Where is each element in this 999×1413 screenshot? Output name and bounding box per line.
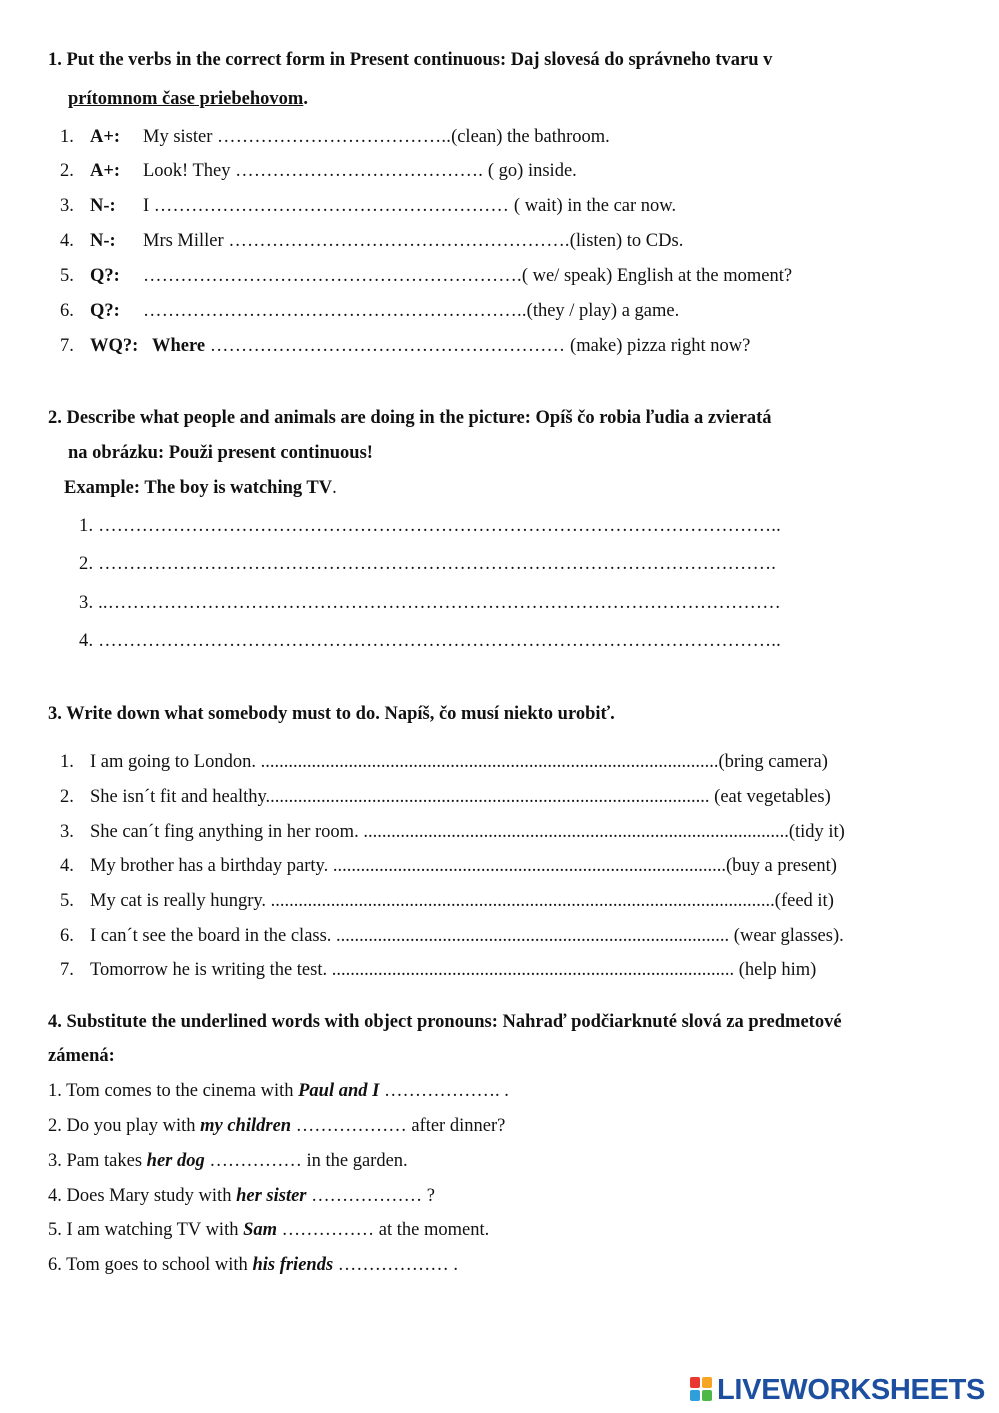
underlined-words: Sam [243,1220,278,1240]
item-number: 4. [60,231,74,251]
section1-heading: 1. Put the verbs in the correct form in Present continuous: Daj slovesá do správneho tvaru v [48,50,773,70]
answer-blank: ………………. . [379,1081,509,1101]
item-prompt: 1. Tom comes to the cinema with [48,1081,299,1101]
underlined-words: his friends [252,1255,334,1275]
item-prompt: 5. I am watching TV with [48,1220,244,1240]
item-number: 3. [60,822,74,842]
section2-heading-cont: na obrázku: Použi present continuous! [68,443,373,463]
liveworksheets-logo [690,1374,985,1406]
section1-heading-cont: prítomnom čase priebehovom. [68,89,308,109]
section3-item [60,855,837,877]
item-type-tag: Q?: [90,266,120,286]
section1-heading-underlined: prítomnom čase priebehovom [68,89,304,109]
item-prompt: I [143,196,154,216]
section4-heading: 4. Substitute the underlined words with object pronouns: Nahraď podčiarknuté slová za predmetové [48,1012,842,1032]
item-type-tag: A+: [90,127,121,147]
underlined-words: my children [200,1116,292,1136]
item-prompt: Mrs Miller [143,231,229,251]
item-number: 6. [60,301,74,321]
answer-blank: ……………………………….. [217,127,452,147]
answer-blank: …………… at the moment. [277,1220,490,1240]
answer-blank: ……………… after dinner? [291,1116,506,1136]
item-prompt: 6. Tom goes to school with [48,1255,253,1275]
item-text: My cat is really hungry. .............................................................................................................(feed it) [90,891,834,911]
section4-item [48,1254,458,1276]
section3-item [60,925,844,947]
item-prompt: 2. Do you play with [48,1116,201,1136]
item-text: My brother has a birthday party. .....................................................................................(buy a present) [90,856,837,876]
section1-item [60,126,610,148]
item-number: 1. [60,752,74,772]
section1-item [60,335,750,357]
liveworksheets-logo-text: LIVEWORKSHEETS [717,1373,986,1406]
underlined-words: Paul and I [298,1081,380,1101]
section1-item [60,230,683,252]
answer-blank: ……………… ? [306,1186,435,1206]
item-prompt: 3. Pam takes [48,1151,147,1171]
section2-example: Example: The boy is watching TV. [64,478,337,498]
item-prompt: 4. Does Mary study with [48,1186,237,1206]
answer-blank: ……………………………………………………. [143,266,522,286]
answer-line: 4. ……………………………………………………………………………………………….. [79,631,781,651]
item-hint: (listen) to CDs. [569,231,684,251]
item-hint: (they / play) a game. [526,301,680,321]
item-prompt: Look! They [143,161,236,181]
liveworksheets-logo-icon [690,1377,714,1403]
answer-blank: …………………………………………………….. [143,301,527,321]
item-number: 7. [60,960,74,980]
item-type-tag: N-: [90,231,116,251]
item-type-tag: WQ?: [90,336,139,356]
answer-blank: …………………………………. [235,161,488,181]
answer-line: 3. ..……………………………………………………………………………………………… [79,593,781,613]
section1-item [60,195,676,217]
item-hint: ( go) inside. [487,161,577,181]
item-number: 3. [60,196,74,216]
item-type-tag: A+: [90,161,121,181]
item-hint: (make) pizza right now? [570,336,751,356]
item-prompt: My sister [143,127,217,147]
item-number: 2. [60,787,74,807]
item-hint: ( we/ speak) English at the moment? [521,266,793,286]
section3-item [60,890,834,912]
item-number: 7. [60,336,74,356]
answer-blank: …………… in the garden. [204,1151,408,1171]
item-text: I can´t see the board in the class. ..................................................................................... (wear glasses). [90,926,844,946]
section4-item [48,1150,408,1172]
section3-heading: 3. Write down what somebody must to do. Napíš, čo musí niekto urobiť. [48,704,615,724]
item-number: 5. [60,891,74,911]
section4-item [48,1219,489,1241]
underlined-words: her dog [146,1151,205,1171]
item-text: She can´t fing anything in her room. ............................................................................................(tidy it) [90,822,845,842]
answer-blank: ………………………………………………. [228,231,570,251]
section3-item [60,959,816,981]
section1-item [60,265,792,287]
answer-blank: ………………………………………………… [205,336,571,356]
item-number: 5. [60,266,74,286]
item-number: 2. [60,161,74,181]
section3-item [60,751,828,773]
item-number: 1. [60,127,74,147]
answer-line: 2. ………………………………………………………………………………………………. [79,554,777,574]
answer-line: 1. ……………………………………………………………………………………………….. [79,516,781,536]
section4-item [48,1115,505,1137]
item-number: 4. [60,856,74,876]
item-prompt: Where [152,336,206,356]
answer-blank: ………………………………………………… [153,196,514,216]
item-text: I am going to London. ...................................................................................................(bring camera) [90,752,828,772]
section4-item [48,1080,509,1102]
item-type-tag: N-: [90,196,116,216]
section3-item [60,786,831,808]
section1-item [60,160,577,182]
section3-item [60,821,845,843]
section2-heading: 2. Describe what people and animals are doing in the picture: Opíš čo robia ľudia a zvieratá [48,408,772,428]
item-hint: (clean) the bathroom. [451,127,610,147]
item-hint: ( wait) in the car now. [513,196,677,216]
underlined-words: her sister [236,1186,307,1206]
item-type-tag: Q?: [90,301,120,321]
section4-heading-cont: zámená: [48,1046,115,1066]
section4-item [48,1185,435,1207]
answer-blank: ……………… . [333,1255,459,1275]
section1-item [60,300,679,322]
item-number: 6. [60,926,74,946]
item-text: She isn´t fit and healthy................................................................................................ (eat vegetables) [90,787,831,807]
item-text: Tomorrow he is writing the test. ....................................................................................... (help him) [90,960,817,980]
